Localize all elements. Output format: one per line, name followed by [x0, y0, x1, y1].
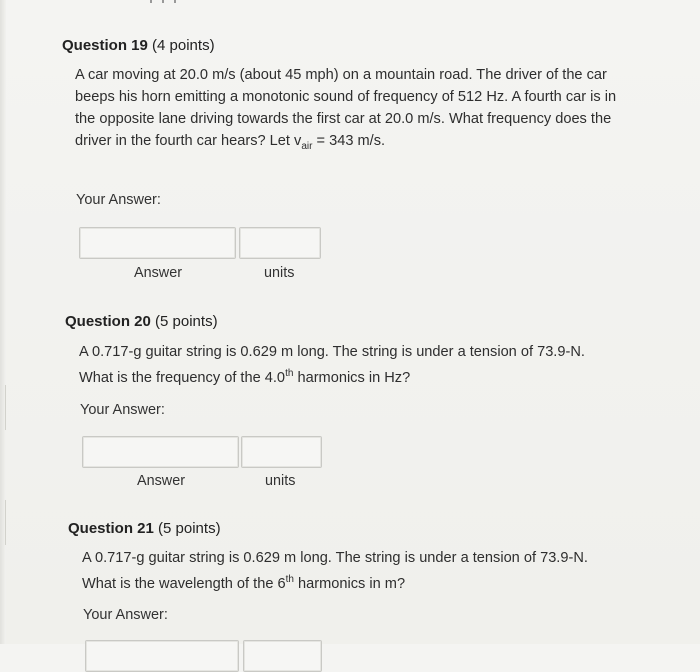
question-19-body: [75, 64, 635, 158]
top-marks: [150, 0, 190, 3]
left-page-edge: [0, 0, 6, 644]
question-21-body: [82, 547, 622, 595]
question-title: [62, 37, 662, 54]
question-21: [68, 520, 668, 537]
question-text-end: harmonics in Hz?: [293, 369, 411, 386]
question-19: [62, 37, 662, 54]
answer-label: Answer: [137, 473, 185, 489]
question-text: A 0.717-g guitar string is 0.629 m long. The string is under a tension of 73.9-N. What is the frequency of the 4.0: [79, 344, 585, 386]
units-input[interactable]: [243, 640, 322, 672]
question-20-body: [79, 341, 619, 389]
question-text-end: = 343 m/s.: [312, 133, 386, 149]
units-input[interactable]: [241, 436, 322, 468]
edge-tick: [0, 385, 6, 430]
units-label: units: [265, 473, 296, 489]
your-answer-label: Your Answer:: [83, 607, 168, 623]
question-points: (5 points): [155, 313, 218, 330]
question-title: [68, 520, 668, 537]
subscript: air: [301, 140, 313, 152]
units-label: units: [264, 265, 295, 281]
your-answer-label: Your Answer:: [76, 192, 161, 208]
question-number: Question 21: [68, 520, 154, 537]
answer-input[interactable]: [79, 227, 236, 259]
question-20: [65, 313, 665, 330]
superscript: th: [285, 574, 294, 585]
your-answer-label: Your Answer:: [80, 402, 165, 418]
edge-tick: [0, 500, 6, 545]
answer-label: Answer: [134, 265, 182, 281]
units-input[interactable]: [239, 227, 321, 259]
question-text: A car moving at 20.0 m/s (about 45 mph) on a mountain road. The driver of the car beeps his horn emitting a monotonic sound of frequency of 512 Hz. A fourth car is in the opposite lane driving towards the first car at 20.0 m/s. What frequency does the driver in the fourth car hears? Let v: [75, 67, 617, 149]
question-number: Question 19: [62, 37, 148, 54]
question-points: (5 points): [158, 520, 221, 537]
answer-input[interactable]: [85, 640, 239, 672]
question-number: Question 20: [65, 313, 151, 330]
superscript: th: [285, 368, 294, 379]
question-text: A 0.717-g guitar string is 0.629 m long. The string is under a tension of 73.9-N. What is the wavelength of the 6: [82, 550, 588, 592]
answer-input[interactable]: [82, 436, 239, 468]
question-points: (4 points): [152, 37, 215, 54]
question-title: [65, 313, 665, 330]
question-text-end: harmonics in m?: [293, 575, 406, 592]
